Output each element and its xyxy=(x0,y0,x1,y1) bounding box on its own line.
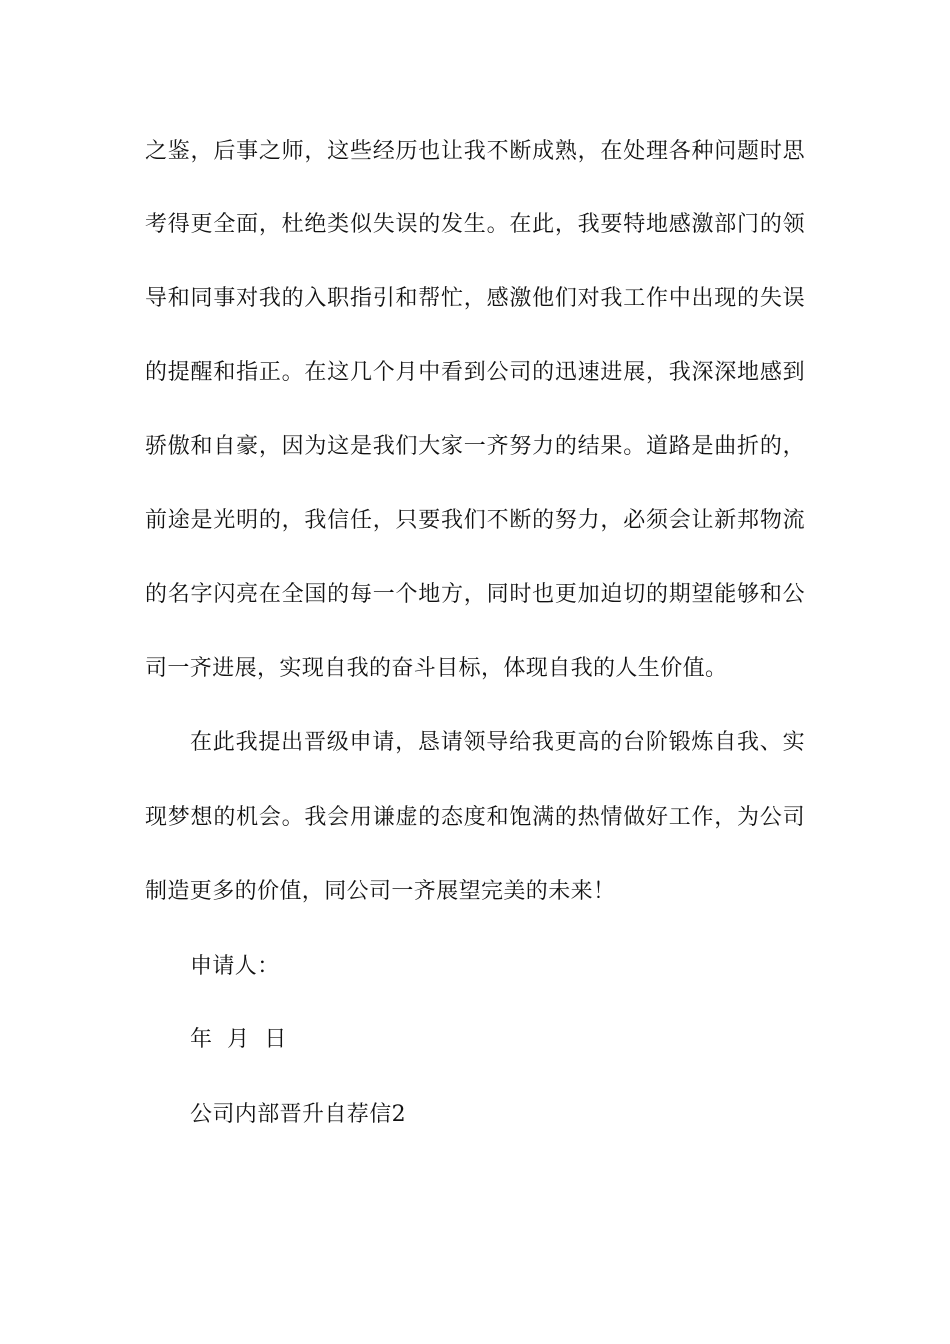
next-letter-title: 公司内部晋升自荐信2 xyxy=(190,1102,406,1127)
paragraph-1-line-7: 的名字闪亮在全国的每一个地方，同时也更加迫切的期望能够和公 xyxy=(145,582,805,607)
paragraph-1-line-4: 的提醒和指正。在这几个月中看到公司的迅速进展，我深深地感到 xyxy=(145,360,805,385)
applicant-label: 申请人： xyxy=(190,954,280,979)
paragraph-2-line-1: 在此我提出晋级申请，恳请领导给我更高的台阶锻炼自我、实 xyxy=(190,730,805,755)
paragraph-2-line-2: 现梦想的机会。我会用谦虚的态度和饱满的热情做好工作，为公司 xyxy=(145,805,805,830)
paragraph-2-line-3: 制造更多的价值，同公司一齐展望完美的未来！ xyxy=(145,879,616,904)
paragraph-1-line-6: 前途是光明的，我信任，只要我们不断的努力，必须会让新邦物流 xyxy=(145,508,805,533)
paragraph-1-line-8: 司一齐进展，实现自我的奋斗目标，体现自我的人生价值。 xyxy=(145,656,728,681)
paragraph-1-line-5: 骄傲和自豪，因为这是我们大家一齐努力的结果。道路是曲折的， xyxy=(145,434,805,459)
date-line: 年 月 日 xyxy=(190,1027,287,1052)
paragraph-1-line-2: 考得更全面，杜绝类似失误的发生。在此，我要特地感激部门的领 xyxy=(145,212,805,237)
paragraph-1-line-1: 之鉴，后事之师，这些经历也让我不断成熟，在处理各种问题时思 xyxy=(145,139,805,164)
paragraph-1-line-3: 导和同事对我的入职指引和帮忙，感激他们对我工作中出现的失误 xyxy=(145,286,805,311)
